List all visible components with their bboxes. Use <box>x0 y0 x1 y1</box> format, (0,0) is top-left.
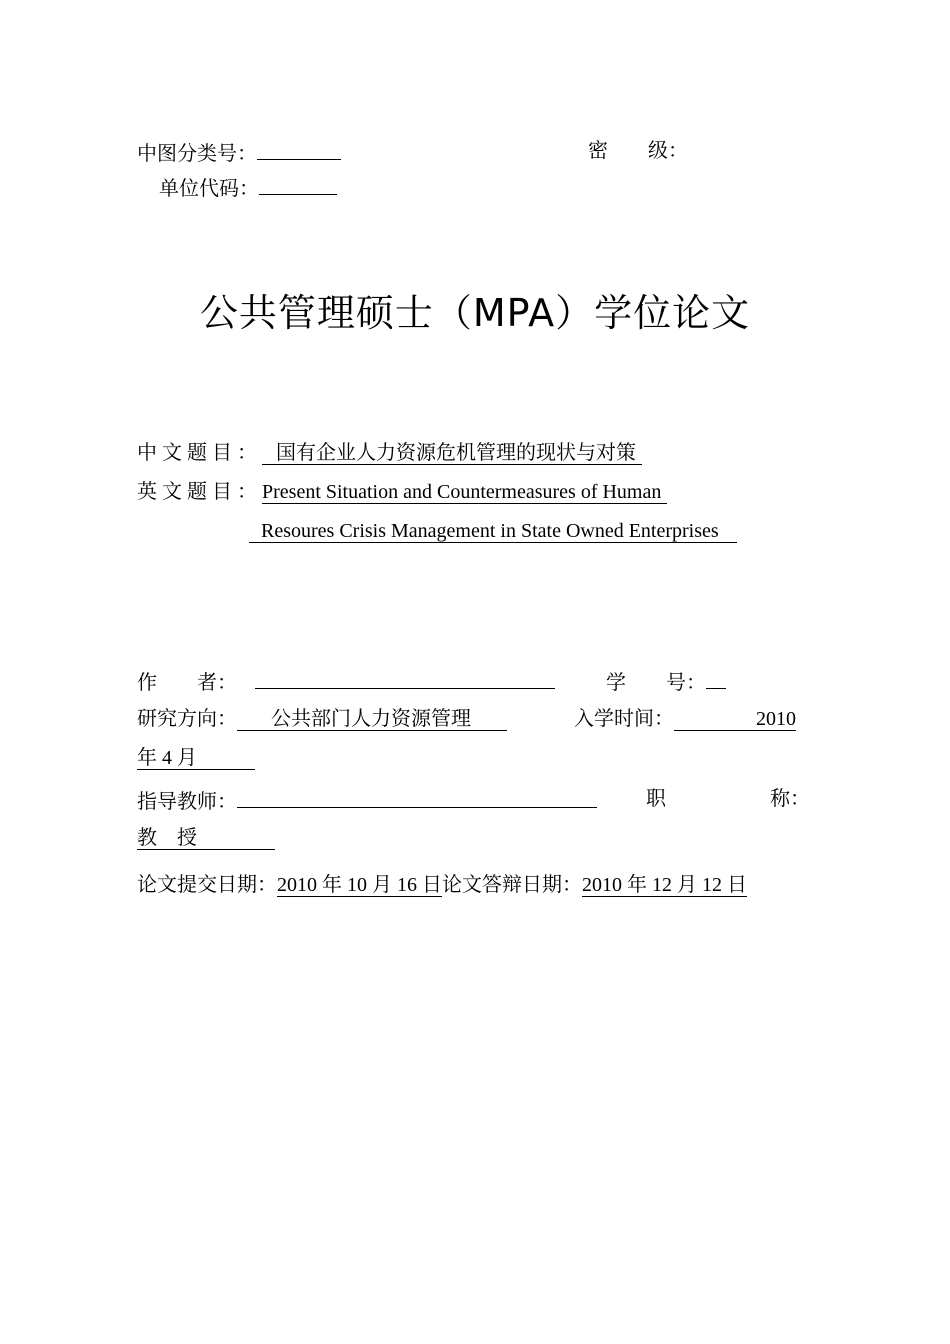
rank-label-part2: 称： <box>770 788 810 810</box>
cn-title-value: 国有企业人力资源危机管理的现状与对策 <box>262 442 642 465</box>
rank-label-part1: 职 <box>646 788 666 810</box>
secret-level-label: 密 级： <box>588 140 688 162</box>
cn-title-label: 中 文 题 目 ： <box>137 442 257 464</box>
en-title-row-2 <box>249 519 737 543</box>
defense-date-label: 论文答辩日期： <box>442 874 582 896</box>
rank-value: 教 授 <box>137 827 275 850</box>
direction-label: 研究方向： <box>137 708 237 730</box>
enroll-row-2 <box>137 746 255 770</box>
cn-title-row <box>137 441 642 465</box>
unit-code-blank <box>259 174 337 195</box>
secret-level-row <box>588 139 688 163</box>
dates-row <box>137 873 747 897</box>
rank-row <box>137 826 275 850</box>
enroll-row <box>574 707 796 731</box>
student-id-row <box>606 668 726 695</box>
defense-date-value: 2010 年 12 月 12 日 <box>582 874 747 896</box>
advisor-blank <box>237 787 597 808</box>
advisor-label: 指导教师： <box>137 791 237 813</box>
enroll-label: 入学时间： <box>574 708 674 730</box>
student-id-blank <box>706 668 726 689</box>
author-blank <box>255 668 555 689</box>
author-label: 作 者： <box>137 672 237 694</box>
unit-code-row <box>159 174 337 201</box>
en-title-label: 英 文 题 目 ： <box>137 481 257 503</box>
clc-number-row <box>137 139 341 166</box>
submit-date-value: 2010 年 10 月 16 日 <box>277 874 442 896</box>
student-id-label: 学 号： <box>606 672 706 694</box>
advisor-row <box>137 787 597 814</box>
direction-row <box>137 707 507 731</box>
author-row <box>137 668 555 695</box>
submit-date-label: 论文提交日期： <box>137 874 277 896</box>
enroll-year: 2010 <box>674 708 796 731</box>
clc-number-blank <box>257 139 341 160</box>
enroll-month: 年 4 月 <box>137 747 255 770</box>
en-title-line2: Resoures Crisis Management in State Owned Enterprises <box>249 520 737 543</box>
page-title: 公共管理硕士（MPA）学位论文 <box>199 291 751 335</box>
en-title-line1: Present Situation and Countermeasures of Human <box>262 481 667 504</box>
unit-code-label: 单位代码： <box>159 178 259 200</box>
en-title-row <box>137 480 667 504</box>
direction-value: 公共部门人力资源管理 <box>237 708 507 731</box>
clc-number-label: 中图分类号： <box>137 143 257 165</box>
